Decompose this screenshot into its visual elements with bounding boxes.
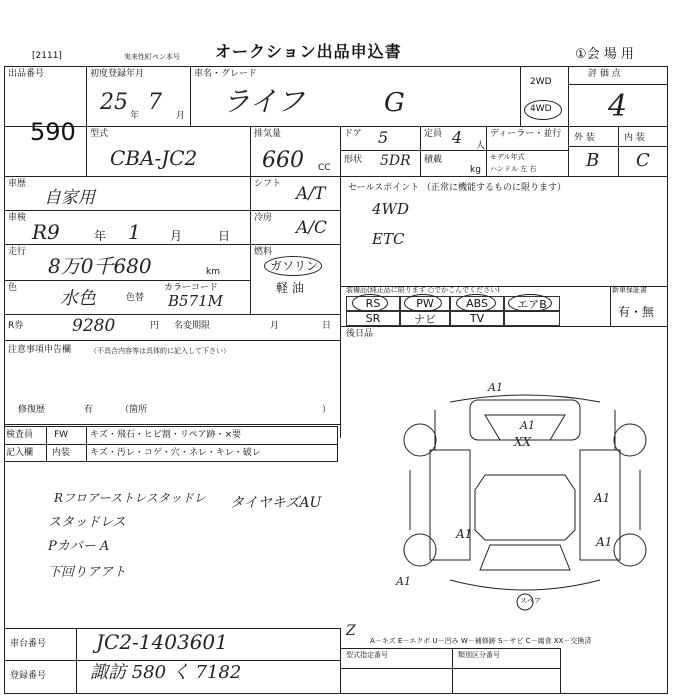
shape-value: 5DR <box>380 153 411 169</box>
rcoupon-value: 9280 <box>72 316 116 336</box>
venue-label: ①会 場 用 <box>575 47 634 62</box>
mark-front: A1 <box>488 381 503 394</box>
load-label: 積載 <box>424 155 443 165</box>
mark-left-door: A1 <box>456 527 473 541</box>
check-interior: 内装 <box>52 448 71 458</box>
sales-point-1: 4WD <box>372 200 409 218</box>
exterior-label: 外 装 <box>574 133 595 143</box>
doors-value: 5 <box>378 128 389 147</box>
form-subtitle: 実来性町ペン本号 <box>124 53 180 61</box>
color-value: 水色 <box>60 288 96 309</box>
warranty-options: 有・無 <box>618 305 655 319</box>
reg-year-unit: 年 <box>130 111 140 121</box>
first-reg-label: 初度登録年月 <box>90 69 145 79</box>
car-name-value: ライフ <box>222 85 305 118</box>
history-value: 自家用 <box>44 188 95 208</box>
inspection-era: R9 <box>32 220 60 244</box>
inspector-label: 検査員 <box>6 430 34 440</box>
fuel-label: 燃料 <box>254 247 273 257</box>
drive-2wd: 2WD <box>530 77 552 87</box>
sales-point-2: ETC <box>372 230 405 248</box>
doors-label: ドア <box>344 129 362 139</box>
equip-abs: ABS <box>450 296 504 311</box>
mark-right-door: A1 <box>594 491 611 505</box>
form-title: オークション出品申込書 <box>215 42 402 61</box>
ac-label: 冷房 <box>254 213 273 223</box>
equip-rs-circle <box>352 294 388 312</box>
dealer-label: ディーラー・並行 <box>490 129 562 139</box>
equip-navi: ナビ <box>400 311 450 326</box>
reg-year-value: 25 <box>100 90 128 115</box>
shift-value: A/T <box>296 184 326 204</box>
equip-sr: SR <box>346 311 400 326</box>
repair-label: 修復歴 <box>18 405 46 415</box>
car-name-label: 車名・グレード <box>194 69 258 79</box>
chassis-label: 車台番号 <box>10 639 47 649</box>
fuel-selected-circle <box>264 256 322 276</box>
exterior-value: B <box>586 150 600 171</box>
car-damage-diagram <box>390 380 660 630</box>
model-year-label: モデル年式 <box>490 153 525 161</box>
reg-month-value: 7 <box>148 90 162 115</box>
capacity-label: 定員 <box>424 129 443 139</box>
displacement-label: 排気量 <box>254 129 282 139</box>
people-unit: 人 <box>476 141 486 151</box>
notes-label: 注意事項申告欄 <box>8 345 72 355</box>
insp-day-unit: 日 <box>218 229 231 243</box>
score-value: 4 <box>608 89 628 124</box>
interior-label: 内 装 <box>624 133 645 143</box>
km-unit: km <box>206 267 220 277</box>
class-no-label: 類別区分番号 <box>458 651 500 659</box>
entry-label: 記入欄 <box>6 448 34 458</box>
fuel-diesel: 軽 油 <box>276 281 304 295</box>
lot-no-value: 590 <box>30 118 76 146</box>
color-code-label: カラーコード <box>164 283 219 293</box>
equip-blank <box>504 311 560 326</box>
name-change-month: 月 <box>270 321 280 331</box>
repair-place: （箇所 <box>120 405 148 415</box>
equip-abs-circle <box>456 294 496 312</box>
kg-unit: kg <box>470 165 481 175</box>
check-fw: FW <box>54 430 69 440</box>
insp-month-unit: 月 <box>170 229 183 243</box>
equip-airbag: エアB <box>504 296 560 311</box>
notes-sub: （不具合内容等は具体的に記入して下さい） <box>90 347 230 355</box>
shape-label: 形状 <box>344 155 363 165</box>
inspection-month: 1 <box>128 220 141 244</box>
note-line-3: Pカバー A <box>48 539 110 554</box>
equipment-label: 装備品(純正品に限ります ○でかこんでください) <box>346 286 500 294</box>
legend: A－キズ E－エクボ U－凹み W－補修跡 S－サビ C－腐食 XX－交換済 <box>370 637 592 645</box>
reg-no-label: 登録番号 <box>10 671 47 681</box>
note-line-4: 下回りアアト <box>48 565 127 580</box>
trunk-label: 後日品 <box>346 329 374 339</box>
mark-xx: XX <box>514 435 532 449</box>
note-right: タイヤキズAU <box>230 495 322 511</box>
equip-airbag-circle <box>508 294 552 312</box>
mark-hood: A1 <box>520 419 535 432</box>
ac-value: A/C <box>296 218 328 238</box>
equip-pw: PW <box>400 296 450 311</box>
lot-no-label: 出品番号 <box>8 69 45 79</box>
model-cert-label: 型式指定番号 <box>346 651 388 659</box>
name-change-label: 名変期限 <box>174 321 211 331</box>
mark-right-rear: A1 <box>596 535 613 549</box>
cc-unit: CC <box>318 163 331 173</box>
grade-value: G <box>384 88 405 118</box>
color-code-value: B571M <box>168 292 224 310</box>
new-warranty-label: 新車保証書 <box>612 286 647 294</box>
mark-rear: A1 <box>396 575 411 588</box>
note-line-2: スタッドレス <box>48 515 126 530</box>
repair-value: 有 <box>84 405 94 415</box>
spare-label: スペア <box>520 597 541 605</box>
equip-tv: TV <box>450 311 504 326</box>
check-interior-items: キズ・汚レ・コゲ・穴・ネレ・キレ・破レ <box>90 448 261 458</box>
chassis-value: JC2-1403601 <box>96 630 228 654</box>
shift-label: シフト <box>254 179 282 189</box>
mark-z: Z <box>346 623 356 639</box>
inspection-label: 車検 <box>8 213 27 223</box>
score-label: 評 価 点 <box>588 69 621 79</box>
history-label: 車歴 <box>8 179 27 189</box>
rcoupon-label: R券 <box>8 321 24 331</box>
equip-rs: RS <box>346 296 400 311</box>
displacement-value: 660 <box>262 148 304 173</box>
handle-label: ハンドル 左 右 <box>490 165 537 173</box>
sales-point-label: セールスポイント （正常に機能するものに限ります） <box>348 183 567 193</box>
color-label: 色 <box>8 283 18 293</box>
mileage-label: 走行 <box>8 247 27 257</box>
model-value: CBA-JC2 <box>110 146 198 170</box>
plate-value: 諏訪 580 く 7182 <box>90 662 242 683</box>
capacity-value: 4 <box>452 128 463 147</box>
check-fw-items: キズ・飛石・ヒビ割・リペア跡・×要 <box>90 430 242 440</box>
color-no-label: 色替 <box>126 293 145 303</box>
reg-month-unit: 月 <box>176 111 186 121</box>
note-line-1: Rフロアーストレスタッドレ <box>54 491 206 505</box>
form-code: [2111] <box>32 51 62 61</box>
drive-4wd: 4WD <box>530 104 552 114</box>
fuel-gasoline: ガソリン <box>270 259 319 273</box>
interior-value: C <box>636 150 650 171</box>
insp-year-unit: 年 <box>94 229 107 243</box>
name-change-day: 日 <box>322 321 332 331</box>
equip-pw-circle <box>404 294 442 312</box>
model-label: 型式 <box>90 129 109 139</box>
yen-unit: 円 <box>150 321 160 331</box>
mileage-value: 8万0千680 <box>48 254 152 278</box>
